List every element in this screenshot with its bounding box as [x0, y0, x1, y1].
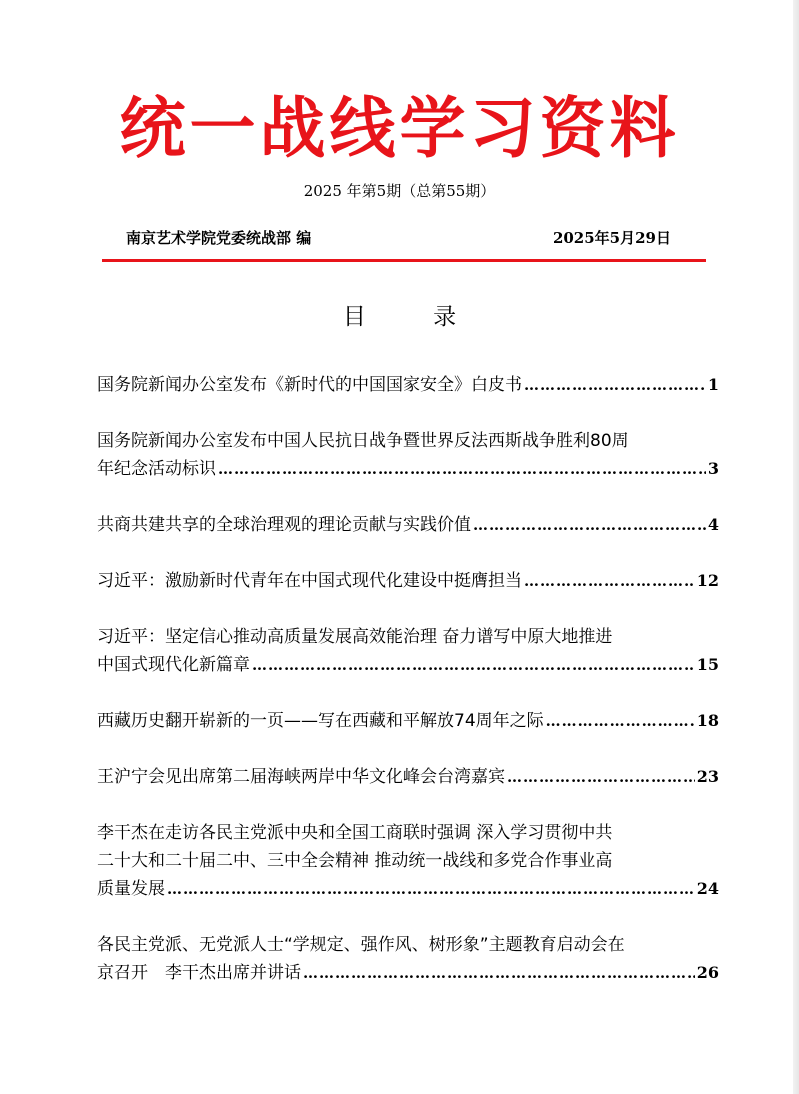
toc-page-number: 23	[696, 767, 719, 786]
toc-entry-title-line: 习近平：坚定信心推动高质量发展高效能治理 奋力谱写中原大地推进	[97, 627, 613, 647]
masthead-title: 统一战线学习资料	[119, 89, 680, 167]
dot-leader	[473, 511, 706, 539]
dot-leader	[546, 707, 695, 735]
toc-entry-title-line: 共商共建共享的全球治理观的理论贡献与实践价值	[97, 515, 471, 535]
toc-page-number: 15	[696, 655, 719, 674]
toc-page-number: 18	[696, 711, 719, 730]
issue-number: 2025 年第5期（总第55期）	[303, 182, 496, 200]
toc-entry-title-line: 李干杰在走访各民主党派中央和全国工商联时强调 深入学习贯彻中共	[97, 823, 613, 843]
toc-entry[interactable]	[97, 707, 719, 735]
toc-entry[interactable]	[97, 567, 719, 595]
toc-page-number: 12	[696, 571, 719, 590]
dot-leader	[218, 455, 706, 483]
toc-page-number: 26	[696, 963, 719, 982]
dot-leader	[167, 875, 695, 903]
toc-page-number: 1	[707, 375, 719, 394]
dot-leader	[524, 371, 706, 399]
toc-heading: 目 录	[342, 304, 487, 330]
toc-page-number: 24	[696, 879, 719, 898]
dot-leader	[252, 651, 695, 679]
toc-entry-title-line: 京召开 李干杰出席并讲话	[97, 963, 301, 983]
toc-page-number: 4	[707, 515, 719, 534]
toc-entry[interactable]	[97, 931, 719, 987]
toc-entry-title-line: 质量发展	[97, 879, 165, 899]
publication-date: 2025年5月29日	[552, 229, 671, 247]
table-of-contents	[97, 371, 719, 987]
toc-entry-title-line: 各民主党派、无党派人士“学规定、强作风、树形象”主题教育启动会在	[97, 935, 625, 955]
toc-entry[interactable]	[97, 763, 719, 791]
toc-entry-title-line: 西藏历史翻开崭新的一页——写在西藏和平解放74周年之际	[97, 711, 544, 731]
toc-entry-title-line: 年纪念活动标识	[97, 459, 216, 479]
toc-entry-title-line: 王沪宁会见出席第二届海峡两岸中华文化峰会台湾嘉宾	[97, 767, 505, 787]
dot-leader	[524, 567, 695, 595]
toc-entry[interactable]	[97, 371, 719, 399]
toc-page-number: 3	[707, 459, 719, 478]
toc-entry-title-line: 国务院新闻办公室发布中国人民抗日战争暨世界反法西斯战争胜利80周	[97, 431, 629, 451]
toc-entry[interactable]	[97, 819, 719, 903]
toc-entry-title-line: 二十大和二十届二中、三中全会精神 推动统一战线和多党合作事业高	[97, 851, 613, 871]
toc-entry-title-line: 习近平：激励新时代青年在中国式现代化建设中挺膺担当	[97, 571, 522, 591]
dot-leader	[303, 959, 695, 987]
toc-entry[interactable]	[97, 427, 719, 483]
red-divider	[102, 259, 706, 262]
toc-entry[interactable]	[97, 623, 719, 679]
toc-entry-title-line: 国务院新闻办公室发布《新时代的中国国家安全》白皮书	[97, 375, 522, 395]
publisher: 南京艺术学院党委统战部 编	[126, 229, 312, 247]
toc-entry-title-line: 中国式现代化新篇章	[97, 655, 250, 675]
dot-leader	[507, 763, 695, 791]
toc-entry[interactable]	[97, 511, 719, 539]
